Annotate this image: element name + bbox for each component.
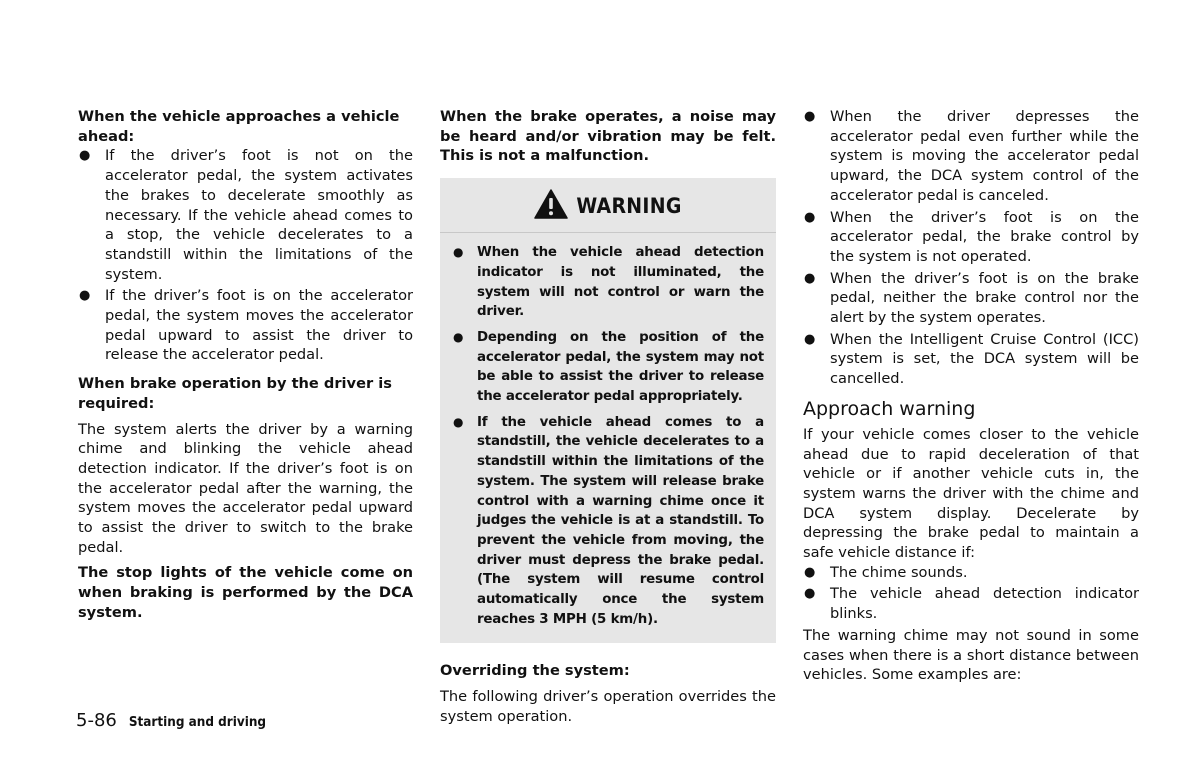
bullet-icon: ● <box>453 329 464 344</box>
column-middle <box>440 107 776 727</box>
warning-triangle-icon <box>534 189 568 223</box>
page-number: 5-86 <box>76 710 117 731</box>
paragraph-alert: The system alerts the driver by a warning chime and blinking the vehicle ahead detection indicator. If the driver’s foot is on the accelerator pedal after the warning, the system moves the accelerator pedal upward to assist the driver to switch to the brake pedal. <box>78 420 413 556</box>
list-item: ● The vehicle ahead detection indicator blinks. <box>804 585 1139 623</box>
approach-warning-bullet-list <box>803 563 1139 624</box>
bullet-icon: ● <box>79 288 91 304</box>
list-item: ● When the vehicle ahead detection indicator is not illuminated, the system will not control or warn the driver. <box>453 245 764 320</box>
list-item: ● If the driver’s foot is on the accelerator pedal, the system moves the accelerator pedal upward to assist the driver to release the accelerator pedal. <box>79 287 413 364</box>
list-item: ● When the driver’s foot is on the accelerator pedal, the brake control by the system is not operated. <box>804 208 1139 265</box>
paragraph-brake-noise: When the brake operates, a noise may be heard and/or vibration may be felt. This is not a malfunction. <box>440 108 776 165</box>
section-label: Starting and driving <box>128 715 267 730</box>
column-right <box>803 107 1139 685</box>
paragraph-approach-warning: If your vehicle comes closer to the vehicle ahead due to rapid deceleration of that vehicle or if another vehicle cuts in, the system warns the driver with the chime and DCA system display. Decelerate by depressing the brake pedal to maintain a safe vehicle distance if: <box>803 425 1139 562</box>
approach-bullet-list <box>78 146 413 365</box>
bullet-icon: ● <box>804 586 816 602</box>
override-bullet-list <box>803 107 1139 389</box>
warning-title: WARNING <box>576 194 682 219</box>
section-title-approach-warning: Approach warning <box>803 397 976 420</box>
list-item: ● If the driver’s foot is not on the accelerator pedal, the system activates the brakes to decelerate smoothly as necessary. If the vehicle ahead comes to a stop, the vehicle decelerates to a standstill within the limitations of the system. <box>79 147 413 283</box>
heading-brake-required: When brake operation by the driver is required: <box>78 375 392 412</box>
bullet-icon: ● <box>453 245 464 260</box>
bullet-icon: ● <box>79 148 91 164</box>
heading-overriding: Overriding the system: <box>440 662 630 680</box>
page-footer <box>76 710 266 731</box>
warning-divider <box>440 232 776 233</box>
column-left <box>78 107 413 623</box>
warning-bullet-list <box>452 243 764 629</box>
warning-header <box>452 186 764 226</box>
list-item: ● When the driver’s foot is on the brake pedal, neither the brake control nor the alert by the system operates. <box>804 269 1139 327</box>
paragraph-overriding: The following driver’s operation overrides the system operation. <box>440 688 776 725</box>
list-item: ● When the driver depresses the accelerator pedal even further while the system is moving the accelerator pedal upward, the DCA system control of the accelerator pedal is canceled. <box>804 108 1139 204</box>
list-item: ● If the vehicle ahead comes to a standstill, the vehicle decelerates to a standstill within the limitations of the system. The system will release brake control with a warning chime once it judges the vehicle is at a standstill. To prevent the vehicle from moving, the driver must depress the brake pedal. (The system will resume control automatically once the system reaches 3 MPH (5 km/h). <box>453 414 764 627</box>
warning-box <box>440 178 776 643</box>
paragraph-chime-note: The warning chime may not sound in some cases when there is a short distance between vehicles. Some examples are: <box>803 626 1139 684</box>
paragraph-stop-lights: The stop lights of the vehicle come on when braking is performed by the DCA system. <box>78 564 413 621</box>
bullet-icon: ● <box>804 109 816 124</box>
bullet-icon: ● <box>804 270 816 286</box>
list-item: ● The chime sounds. <box>804 563 968 581</box>
list-item: ● Depending on the position of the accelerator pedal, the system may not be able to assist the driver to release the accelerator pedal appropriately. <box>453 329 764 405</box>
bullet-icon: ● <box>453 414 464 429</box>
bullet-icon: ● <box>804 564 816 580</box>
bullet-icon: ● <box>804 209 816 225</box>
bullet-icon: ● <box>804 331 816 347</box>
heading-approach: When the vehicle approaches a vehicle ahead: <box>78 108 400 145</box>
list-item: ● When the Intelligent Cruise Control (ICC) system is set, the DCA system will be cancelled. <box>804 330 1139 388</box>
